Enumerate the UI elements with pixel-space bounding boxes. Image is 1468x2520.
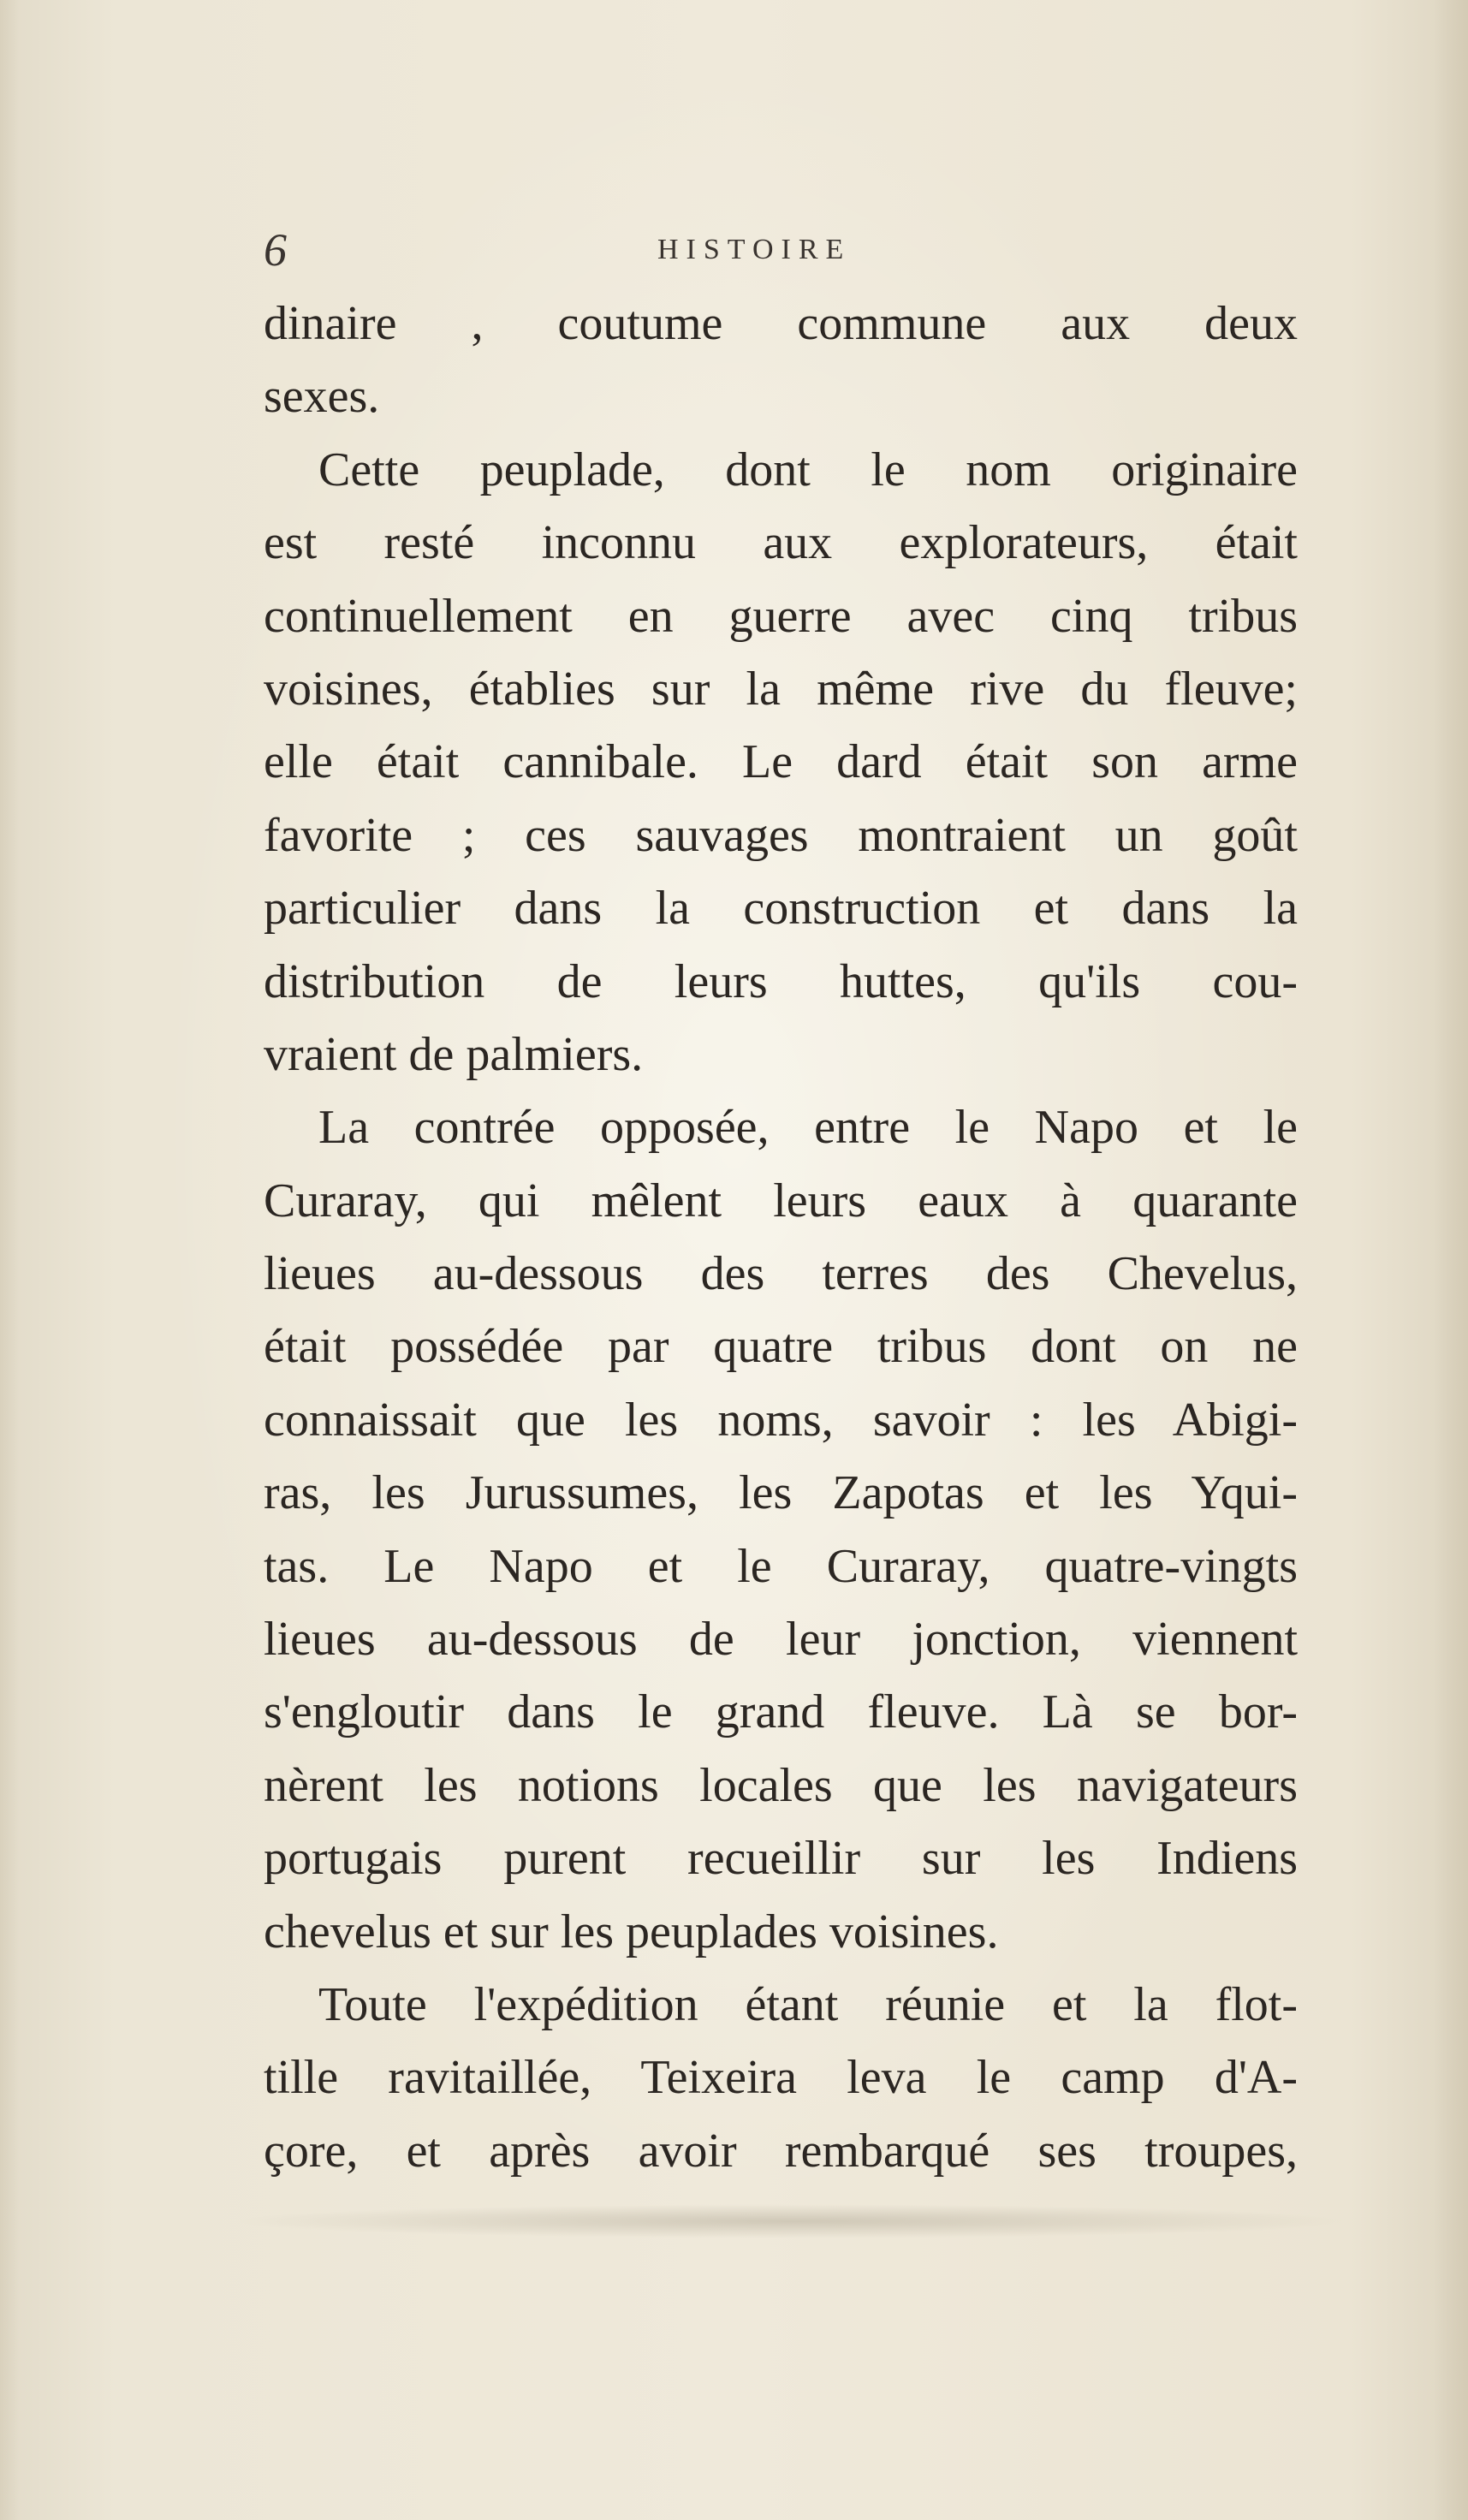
text-line: lieues au-dessous de leur jonction, viennent	[264, 1613, 1298, 1667]
text-line: tille ravitaillée, Teixeira leva le camp d'A-	[264, 2051, 1298, 2105]
page-right-edge	[1434, 0, 1468, 2520]
text-line: voisines, établies sur la même rive du fleuve;	[264, 662, 1298, 716]
text-line: sexes.	[264, 370, 380, 424]
text-line: est resté inconnu aux explorateurs, était	[264, 516, 1298, 570]
text-line: lieues au-dessous des terres des Chevelus,	[264, 1247, 1298, 1301]
page-left-edge	[0, 0, 19, 2520]
text-line: était possédée par quatre tribus dont on ne	[264, 1320, 1298, 1374]
text-line: particulier dans la construction et dans la	[264, 882, 1298, 936]
text-line: elle était cannibale. Le dard était son arme	[264, 735, 1298, 789]
text-line: portugais purent recueillir sur les Indiens	[264, 1832, 1298, 1886]
page-number: 6	[264, 224, 287, 276]
text-line: continuellement en guerre avec cinq tribus	[264, 589, 1298, 643]
text-line: distribution de leurs huttes, qu'ils cou-	[264, 954, 1298, 1008]
text-line: ras, les Jurussumes, les Zapotas et les Yqui-	[264, 1466, 1298, 1520]
running-title: HISTOIRE	[657, 234, 852, 265]
text-line: Curaray, qui mêlent leurs eaux à quarante	[264, 1174, 1298, 1227]
page-fold-shadow	[231, 2204, 1352, 2238]
text-line: La contrée opposée, entre le Napo et le	[318, 1101, 1298, 1155]
text-line: Toute l'expédition étant réunie et la flot-	[318, 1977, 1298, 2031]
text-line: s'engloutir dans le grand fleuve. Là se bor-	[264, 1685, 1298, 1739]
body-text	[264, 288, 1298, 2188]
text-line: dinaire , coutume commune aux deux	[264, 297, 1298, 350]
text-line: vraient de palmiers.	[264, 1027, 644, 1081]
text-line: connaissait que les noms, savoir : les Abigi-	[264, 1393, 1298, 1447]
text-line: tas. Le Napo et le Curaray, quatre-vingts	[264, 1539, 1298, 1593]
text-line: favorite ; ces sauvages montraient un goût	[264, 808, 1298, 862]
text-line: nèrent les notions locales que les navigateurs	[264, 1758, 1298, 1812]
text-line: çore, et après avoir rembarqué ses troupes,	[264, 2124, 1298, 2178]
text-line: chevelus et sur les peuplades voisines.	[264, 1905, 999, 1958]
text-line: Cette peuplade, dont le nom originaire	[318, 443, 1298, 496]
running-header	[264, 224, 1291, 276]
